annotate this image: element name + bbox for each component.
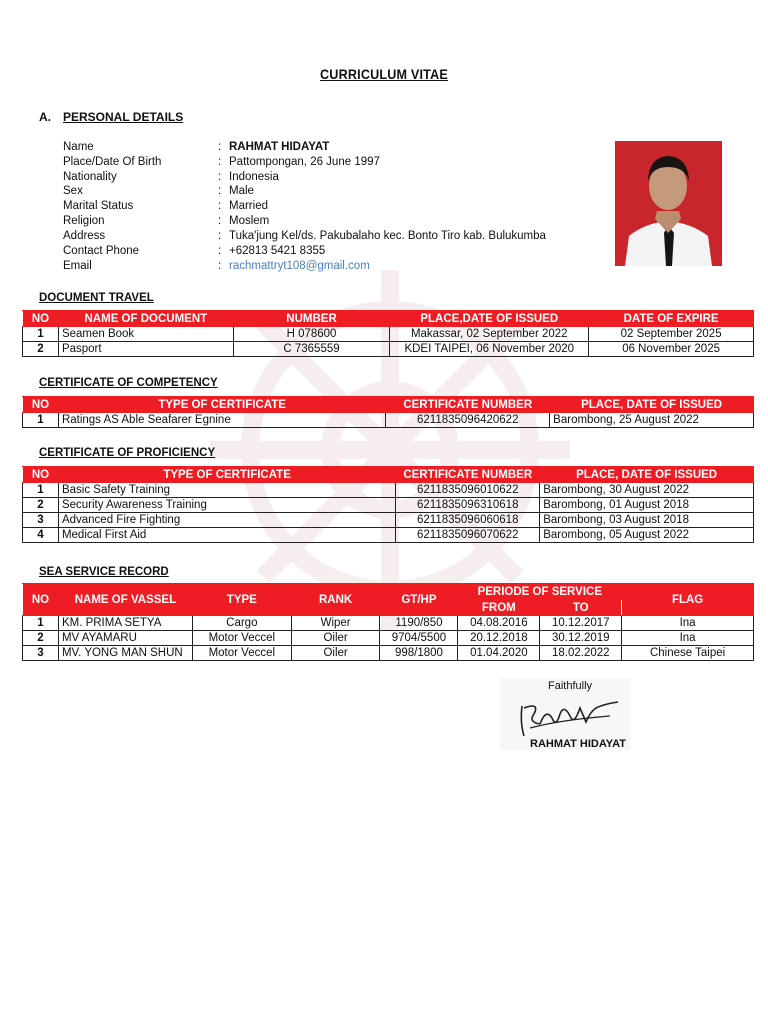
table-header-row — [23, 584, 754, 600]
col-header: NAME OF VASSEL — [58, 584, 192, 616]
cell-issued: Barombong, 01 August 2018 — [540, 498, 754, 513]
proficiency-table — [22, 466, 754, 543]
cell-no: 1 — [23, 483, 59, 498]
competency-table — [22, 396, 754, 428]
col-header-periode: PERIODE OF SERVICE — [458, 584, 622, 600]
cell-type: Cargo — [192, 616, 291, 631]
pd-label: Contact Phone — [63, 245, 140, 257]
col-header: NO — [23, 584, 59, 616]
table-row — [23, 513, 754, 528]
cell-vessel: MV AYAMARU — [58, 631, 192, 646]
pd-value: Moslem — [229, 215, 270, 227]
col-header: TYPE OF CERTIFICATE — [58, 467, 395, 483]
document-travel-table — [22, 310, 754, 357]
cell-cert-number: 6211835096310618 — [396, 498, 540, 513]
col-header: NAME OF DOCUMENT — [58, 311, 233, 327]
col-header: PLACE,DATE OF ISSUED — [390, 311, 589, 327]
cell-type: Medical First Aid — [58, 528, 395, 543]
pd-colon: : — [218, 171, 222, 183]
col-header: NUMBER — [233, 311, 390, 327]
pd-value: Male — [229, 185, 254, 197]
cell-to: 30.12.2019 — [540, 631, 622, 646]
cell-no: 2 — [23, 631, 59, 646]
pd-label: Email — [63, 260, 92, 272]
pd-row-phone — [63, 245, 325, 260]
table-row — [23, 528, 754, 543]
cell-gthp: 998/1800 — [380, 646, 458, 661]
cell-no: 4 — [23, 528, 59, 543]
col-header-to: TO — [540, 600, 622, 616]
cell-type: Motor Veccel — [192, 646, 291, 661]
pd-label: Nationality — [63, 171, 117, 183]
cell-issued: Barombong, 25 August 2022 — [550, 413, 754, 428]
cell-issued: Barombong, 03 August 2018 — [540, 513, 754, 528]
cell-document: Seamen Book — [58, 327, 233, 342]
pd-label: Name — [63, 141, 94, 153]
pd-row-address — [63, 230, 546, 245]
col-header: GT/HP — [380, 584, 458, 616]
signatory-name: RAHMAT HIDAYAT — [530, 738, 626, 750]
cell-vessel: KM. PRIMA SETYA — [58, 616, 192, 631]
portrait-illustration — [615, 141, 722, 266]
cell-from: 01.04.2020 — [458, 646, 540, 661]
col-header: RANK — [291, 584, 380, 616]
cell-type: Security Awareness Training — [58, 498, 395, 513]
table-row — [23, 327, 754, 342]
pd-label: Address — [63, 230, 106, 242]
email-link[interactable]: rachmattryt108@gmail.com — [229, 260, 370, 272]
cell-rank: Wiper — [291, 616, 380, 631]
pd-colon: : — [218, 141, 222, 153]
table-header-row — [23, 311, 754, 327]
proficiency-heading: CERTIFICATE OF PROFICIENCY — [39, 447, 216, 459]
cell-issued: Makassar, 02 September 2022 — [390, 327, 589, 342]
cell-cert-number: 6211835096010622 — [396, 483, 540, 498]
profile-photo — [615, 141, 722, 266]
cell-vessel: MV. YONG MAN SHUN — [58, 646, 192, 661]
competency-heading: CERTIFICATE OF COMPETENCY — [39, 377, 218, 389]
cell-issued: KDEI TAIPEI, 06 November 2020 — [390, 342, 589, 357]
cell-number: H 078600 — [233, 327, 390, 342]
table-row — [23, 616, 754, 631]
cell-issued: Barombong, 05 August 2022 — [540, 528, 754, 543]
pd-row-religion — [63, 215, 269, 230]
cell-expire: 06 November 2025 — [589, 342, 754, 357]
col-header: NO — [23, 467, 59, 483]
section-letter: A. — [39, 110, 51, 124]
col-header: NO — [23, 311, 59, 327]
table-row — [23, 498, 754, 513]
pd-value: Tuka'jung Kel/ds. Pakubalaho kec. Bonto Tiro kab. Bulukumba — [229, 230, 546, 242]
table-row — [23, 483, 754, 498]
pd-row-name — [63, 141, 329, 156]
cell-cert-number: 6211835096060618 — [396, 513, 540, 528]
document-travel-heading: DOCUMENT TRAVEL — [39, 292, 154, 304]
pd-value: +62813 5421 8355 — [229, 245, 326, 257]
pd-label: Place/Date Of Birth — [63, 156, 162, 168]
pd-label: Religion — [63, 215, 105, 227]
cell-no: 1 — [23, 616, 59, 631]
col-header: TYPE — [192, 584, 291, 616]
col-header: TYPE OF CERTIFICATE — [58, 397, 385, 413]
pd-colon: : — [218, 215, 222, 227]
table-row — [23, 413, 754, 428]
pd-label: Sex — [63, 185, 83, 197]
col-header: FLAG — [622, 584, 754, 616]
cell-from: 04.08.2016 — [458, 616, 540, 631]
cell-gthp: 9704/5500 — [380, 631, 458, 646]
pd-colon: : — [218, 156, 222, 168]
cell-no: 3 — [23, 513, 59, 528]
cell-no: 2 — [23, 342, 59, 357]
pd-colon: : — [218, 200, 222, 212]
pd-colon: : — [218, 245, 222, 257]
cell-rank: Oiler — [291, 631, 380, 646]
cell-expire: 02 September 2025 — [589, 327, 754, 342]
sea-service-table — [22, 583, 754, 661]
pd-row-nationality — [63, 171, 279, 186]
cell-no: 1 — [23, 327, 59, 342]
col-header-from: FROM — [458, 600, 540, 616]
sea-service-heading: SEA SERVICE RECORD — [39, 566, 169, 578]
pd-row-birth — [63, 156, 380, 171]
closing-text: Faithfully — [548, 680, 593, 692]
cell-no: 1 — [23, 413, 59, 428]
col-header: CERTIFICATE NUMBER — [396, 467, 540, 483]
col-header: NO — [23, 397, 59, 413]
cell-flag: Chinese Taipei — [622, 646, 754, 661]
table-header-row — [23, 397, 754, 413]
col-header: PLACE, DATE OF ISSUED — [540, 467, 754, 483]
pd-value: Married — [229, 200, 268, 212]
cell-flag: Ina — [622, 616, 754, 631]
table-row — [23, 646, 754, 661]
cell-document: Pasport — [58, 342, 233, 357]
pd-colon: : — [218, 260, 222, 272]
cell-type: Basic Safety Training — [58, 483, 395, 498]
cell-type: Ratings AS Able Seafarer Egnine — [58, 413, 385, 428]
cell-type: Motor Veccel — [192, 631, 291, 646]
table-header-row — [23, 467, 754, 483]
cell-no: 2 — [23, 498, 59, 513]
pd-row-email — [63, 260, 370, 275]
cell-type: Advanced Fire Fighting — [58, 513, 395, 528]
col-header: PLACE, DATE OF ISSUED — [550, 397, 754, 413]
cell-no: 3 — [23, 646, 59, 661]
cell-rank: Oiler — [291, 646, 380, 661]
pd-colon: : — [218, 185, 222, 197]
cell-cert-number: 6211835096070622 — [396, 528, 540, 543]
cell-from: 20.12.2018 — [458, 631, 540, 646]
page-title: CURRICULUM VITAE — [320, 66, 448, 82]
cell-flag: Ina — [622, 631, 754, 646]
cell-gthp: 1190/850 — [380, 616, 458, 631]
cell-to: 10.12.2017 — [540, 616, 622, 631]
cell-number: C 7365559 — [233, 342, 390, 357]
pd-row-sex — [63, 185, 254, 200]
pd-colon: : — [218, 230, 222, 242]
col-header: CERTIFICATE NUMBER — [386, 397, 550, 413]
col-header: DATE OF EXPIRE — [589, 311, 754, 327]
cell-to: 18.02.2022 — [540, 646, 622, 661]
pd-value: Indonesia — [229, 171, 279, 183]
pd-label: Marital Status — [63, 200, 134, 212]
pd-value: RAHMAT HIDAYAT — [229, 141, 330, 153]
cell-issued: Barombong, 30 August 2022 — [540, 483, 754, 498]
personal-details-heading: PERSONAL DETAILS — [63, 110, 184, 124]
cell-cert-number: 6211835096420622 — [386, 413, 550, 428]
table-row — [23, 631, 754, 646]
pd-value: Pattompongan, 26 June 1997 — [229, 156, 380, 168]
table-row — [23, 342, 754, 357]
pd-row-marital — [63, 200, 268, 215]
